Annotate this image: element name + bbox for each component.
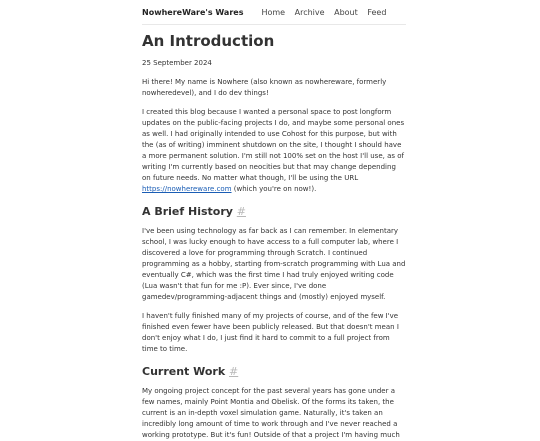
site-header — [142, 0, 406, 25]
site-url-link[interactable]: https://nowhereware.com — [142, 185, 232, 193]
page-container — [142, 0, 406, 441]
section-heading-brief-history — [142, 205, 406, 218]
blog-paragraph-text: I created this blog because I wanted a personal space to post longform updates on the public-facing projects I do, and maybe some personal ones as well. I had originally intended to use Cohost for this purpose, but with the (as of writing) imminent shutdown on the site, I thought I should have a more permanent solution. I'm still not 100% set on the host I'll use, as of writing I'm currently based on neocities but that may change depending on future needs. No matter what though, I'll be using the URL — [142, 108, 405, 182]
post-date: 25 September 2024 — [142, 59, 212, 67]
heading-anchor-link[interactable]: # — [236, 205, 246, 218]
current-work-paragraph-1: My ongoing project concept for the past several years has gone under a few names, mainly Point Montia and Obelisk. Of the forms its taken, the current is an in-depth voxel simulation game. Naturally, it's taken an incredibly long amount of time to work through and I've never reached a working prototype. But it's fun! Outside of that a project I'm having much — [142, 387, 400, 439]
post-title: An Introduction — [142, 32, 275, 50]
blog-paragraph-tail: (which you're on now!). — [231, 185, 317, 193]
blog-paragraph — [142, 107, 406, 195]
site-title[interactable]: NowhereWare's Wares — [142, 7, 244, 17]
main-nav — [261, 8, 393, 17]
history-paragraph-2: I haven't fully finished many of my projects of course, and of the few I've finished even fewer have been publicly released. But that doesn't mean I don't enjoy what I do, I just find it hard to commit to a full project from time to time. — [142, 312, 399, 353]
nav-home[interactable]: Home — [261, 7, 286, 17]
nav-archive[interactable]: Archive — [294, 7, 325, 17]
section-heading-text: Current Work — [142, 365, 226, 378]
heading-anchor-link[interactable]: # — [229, 365, 239, 378]
intro-paragraph: Hi there! My name is Nowhere (also known as nowhereware, formerly nowheredevel), and I do dev things! — [142, 78, 387, 97]
nav-feed[interactable]: Feed — [367, 7, 387, 17]
nav-about[interactable]: About — [334, 7, 358, 17]
section-heading-current-work — [142, 365, 406, 378]
history-paragraph-1: I've been using technology as far back as I can remember. In elementary school, I was lucky enough to have access to a full computer lab, where I discovered a love for programming through Scratch. I continued programming as a hobby, starting from-scratch programming with Lua and eventually C#, which was the first time I had truly enjoyed writing code (Lua wasn't that fun for me :P). Ever since, I've done gamedev/programming-adjacent things and (mostly) enjoyed myself. — [142, 227, 406, 301]
post-article — [142, 32, 406, 441]
section-heading-text: A Brief History — [142, 205, 233, 218]
